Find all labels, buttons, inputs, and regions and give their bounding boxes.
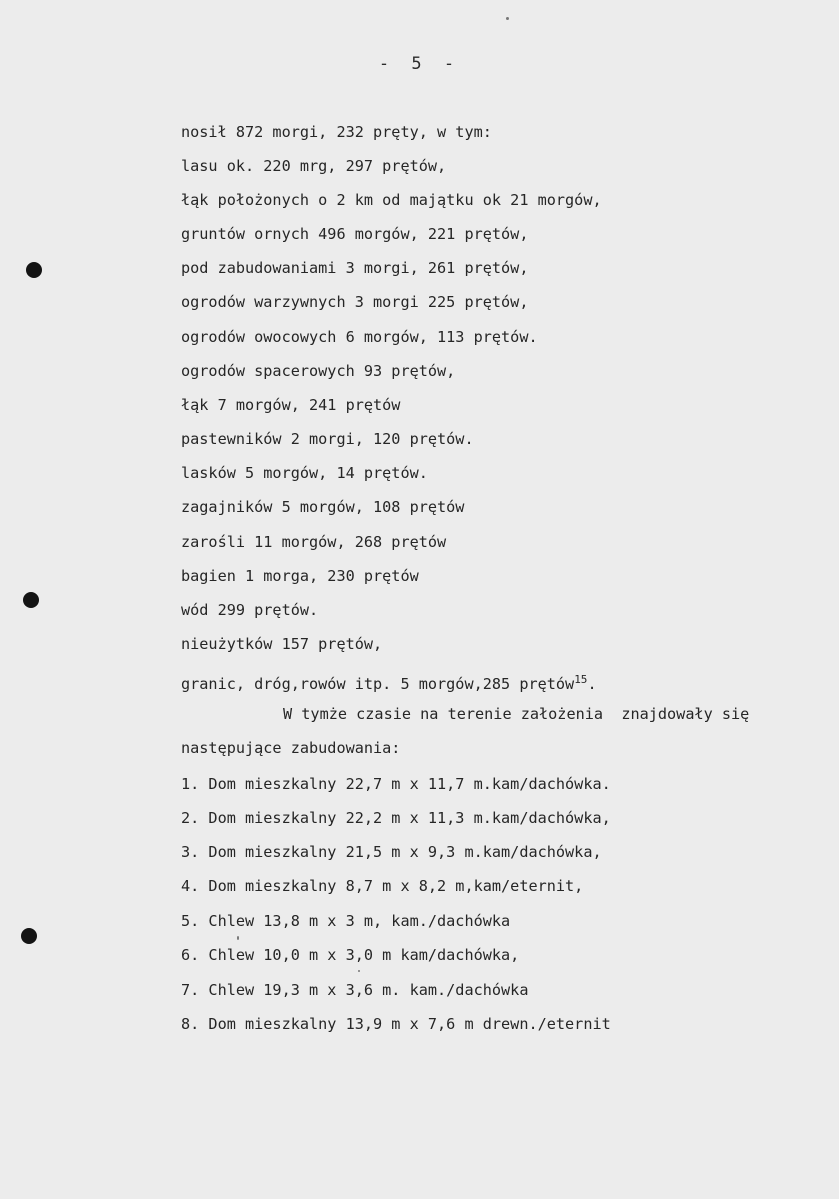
building-item: 2. Dom mieszkalny 22,2 m x 11,3 m.kam/dachówka, — [181, 809, 611, 827]
building-item: 5. Chlew 13,8 m x 3 m, kam./dachówka — [181, 912, 511, 930]
land-item: ogrodów warzywnych 3 morgi 225 prętów, — [181, 293, 529, 311]
paper-speck — [237, 936, 239, 940]
building-item: 7. Chlew 19,3 m x 3,6 m. kam./dachówka — [181, 981, 529, 999]
land-item: zarośli 11 morgów, 268 prętów — [181, 533, 447, 551]
land-item: wód 299 prętów. — [181, 601, 319, 619]
land-item-last — [181, 670, 597, 694]
building-item: 6. Chlew 10,0 m x 3,0 m kam/dachówka, — [181, 946, 520, 964]
land-item: nieużytków 157 prętów, — [181, 635, 383, 653]
land-item: ogrodów spacerowych 93 prętów, — [181, 362, 456, 380]
land-item: gruntów ornych 496 morgów, 221 prętów, — [181, 225, 529, 243]
land-item-text: granic, dróg,rowów itp. 5 morgów,285 prętów — [181, 675, 575, 693]
footnote-marker: 15 — [574, 673, 588, 686]
paper-speck — [358, 970, 360, 972]
land-item: pastewników 2 morgi, 120 prętów. — [181, 430, 474, 448]
punch-hole — [23, 592, 39, 608]
building-item: 3. Dom mieszkalny 21,5 m x 9,3 m.kam/dachówka, — [181, 843, 602, 861]
paper-speck — [506, 17, 509, 20]
land-item: łąk położonych o 2 km od majątku ok 21 morgów, — [181, 191, 602, 209]
building-item: 1. Dom mieszkalny 22,7 m x 11,7 m.kam/dachówka. — [181, 775, 611, 793]
land-item: ogrodów owocowych 6 morgów, 113 prętów. — [181, 328, 538, 346]
land-item: zagajników 5 morgów, 108 prętów — [181, 498, 465, 516]
land-item: łąk 7 morgów, 241 prętów — [181, 396, 401, 414]
land-item: lasków 5 morgów, 14 prętów. — [181, 464, 428, 482]
page-number: - 5 - — [378, 54, 461, 74]
punch-hole — [21, 928, 37, 944]
paragraph-line: W tymże czasie na terenie założenia znajdowały się — [283, 705, 750, 723]
punch-hole — [26, 262, 42, 278]
paragraph-line: następujące zabudowania: — [181, 739, 401, 757]
land-item: pod zabudowaniami 3 morgi, 261 prętów, — [181, 259, 529, 277]
land-item-end: . — [587, 675, 597, 693]
land-item: lasu ok. 220 mrg, 297 prętów, — [181, 157, 447, 175]
building-item: 4. Dom mieszkalny 8,7 m x 8,2 m,kam/eternit, — [181, 877, 584, 895]
building-item: 8. Dom mieszkalny 13,9 m x 7,6 m drewn./eternit — [181, 1015, 611, 1033]
land-item: bagien 1 morga, 230 prętów — [181, 567, 419, 585]
land-item: nosił 872 morgi, 232 pręty, w tym: — [181, 123, 492, 141]
